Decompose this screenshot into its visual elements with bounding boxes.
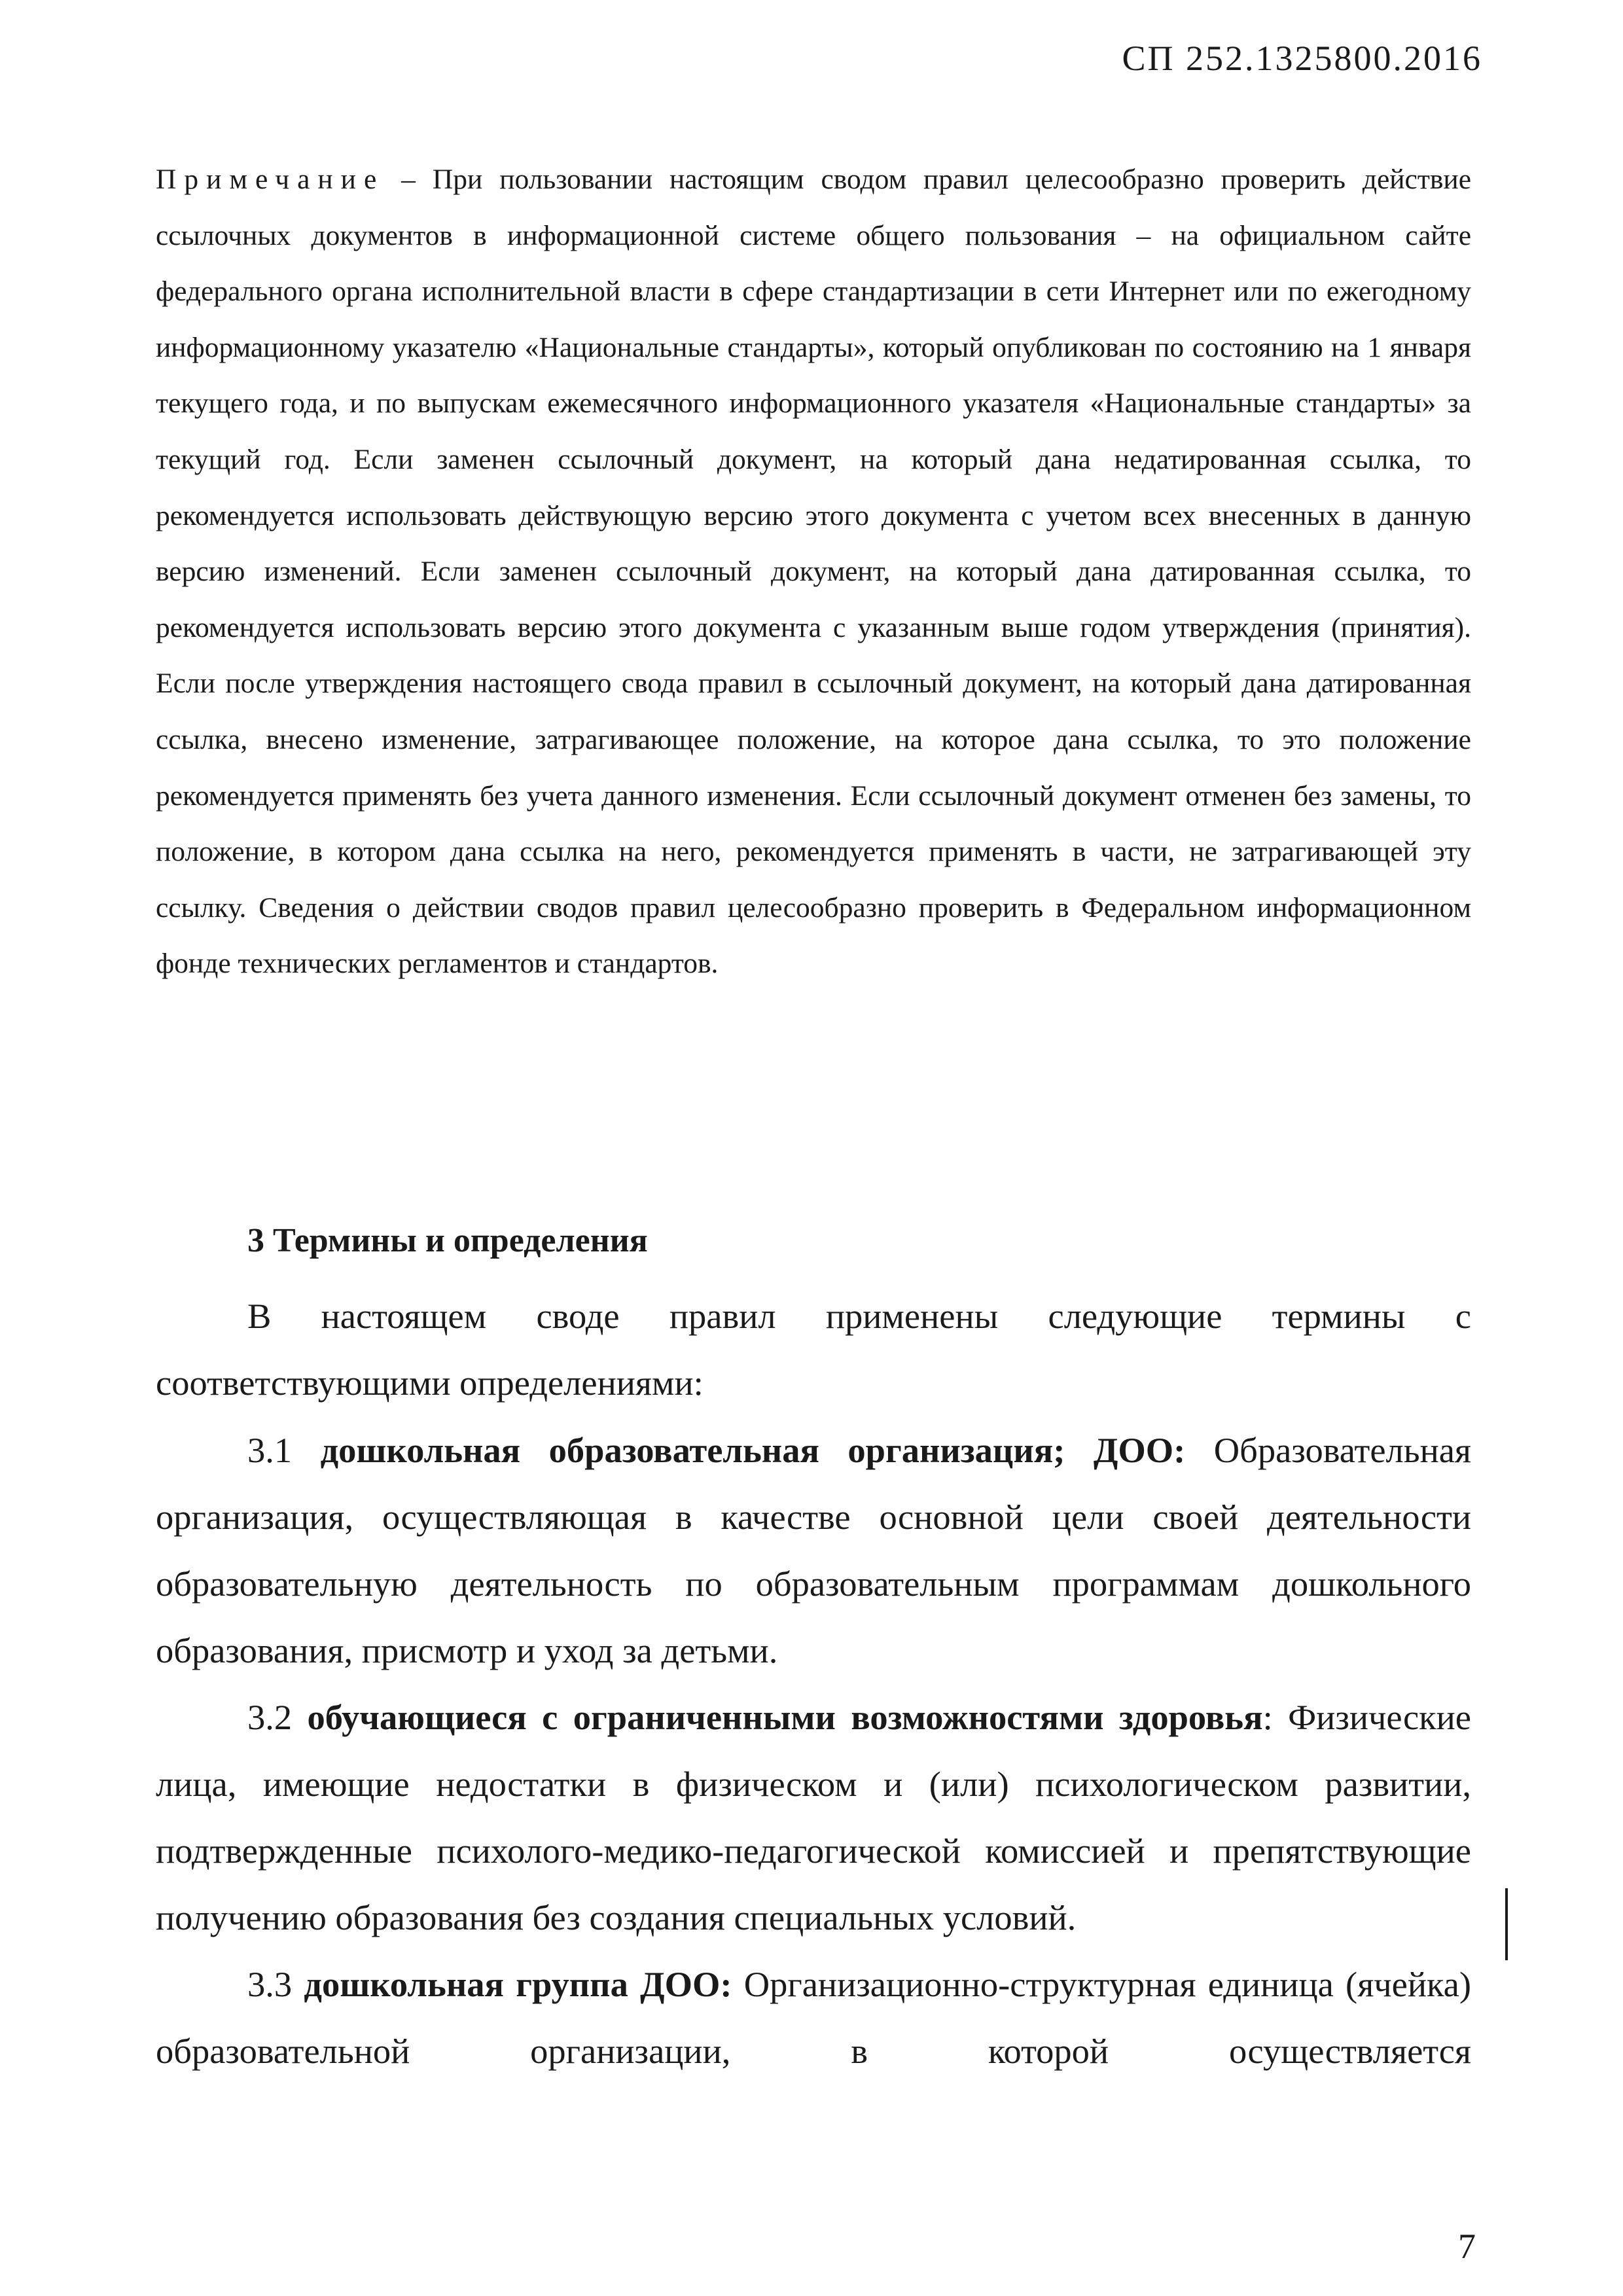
term-3-1 — [156, 1417, 1471, 1684]
note-text: – При пользовании настоящим сводом правил целесообразно проверить действие ссылочных документов в информационной системе общего пользования – на официальном сайте федерального органа исполнительной власти в сфере стандартизации в сети Интернет или по ежегодному информационному указателю «Национальные стандарты», который опубликован по состоянию на 1 января текущего года, и по выпускам ежемесячного информационного указателя «Национальные стандарты» за текущий год. Если заменен ссылочный документ, на который дана недатированная ссылка, то рекомендуется использовать действующую версию этого документа с учетом всех внесенных в данную версию изменений. Если заменен ссылочный документ, на который дана датированная ссылка, то рекомендуется использовать версию этого документа с указанным выше годом утверждения (принятия). Если после утверждения настоящего свода правил в ссылочный документ, на который дана датированная ссылка, внесено изменение, затрагивающее положение, на которое дана ссылка, то это положение рекомендуется применять без учета данного изменения. Если ссылочный документ отменен без замены, то положение, в котором дана ссылка на него, рекомендуется применять в части, не затрагивающей эту ссылку. Сведения о действии сводов правил целесообразно проверить в Федеральном информационном фонде технических регламентов и стандартов. — [156, 164, 1471, 980]
term-name: дошкольная образовательная организация; ДОО: — [320, 1430, 1186, 1470]
section-intro — [156, 1283, 1471, 1416]
section-heading: 3 Термины и определения — [247, 1222, 648, 1259]
term-name: дошкольная группа ДОО: — [304, 1964, 732, 2004]
term-definition: Организационно-структурная единица (ячейка) образовательной организации, в которой осуществляется — [156, 1964, 1472, 2071]
term-definition: Образовательная организация, осуществляющая в качестве основной цели своей деятельности образовательную деятельность по образовательным программам дошкольного образования, присмотр и уход за детьми. — [156, 1430, 1471, 1670]
document-code: СП 252.1325800.2016 — [1122, 39, 1482, 78]
term-number: 3.3 — [247, 1964, 293, 2004]
term-3-3 — [156, 1951, 1471, 2085]
note-label: Примечание — [156, 164, 385, 195]
term-name: обучающиеся с ограниченными возможностями здоровья — [307, 1697, 1263, 1737]
term-definition: : Физические лица, имеющие недостатки в физическом и (или) психологическом развитии, подтвержденные психолого-медико-педагогической комиссией и препятствующие получению образования без создания специальных условий. — [156, 1697, 1471, 1937]
term-number: 3.2 — [247, 1697, 293, 1737]
note-paragraph — [156, 152, 1471, 992]
change-bar — [1505, 1888, 1508, 1960]
section-intro-text: В настоящем своде правил применены следующие термины с соответствующими определениями: — [156, 1296, 1471, 1403]
term-3-2 — [156, 1684, 1471, 1951]
page-number: 7 — [1458, 2227, 1476, 2266]
term-number: 3.1 — [247, 1430, 293, 1470]
